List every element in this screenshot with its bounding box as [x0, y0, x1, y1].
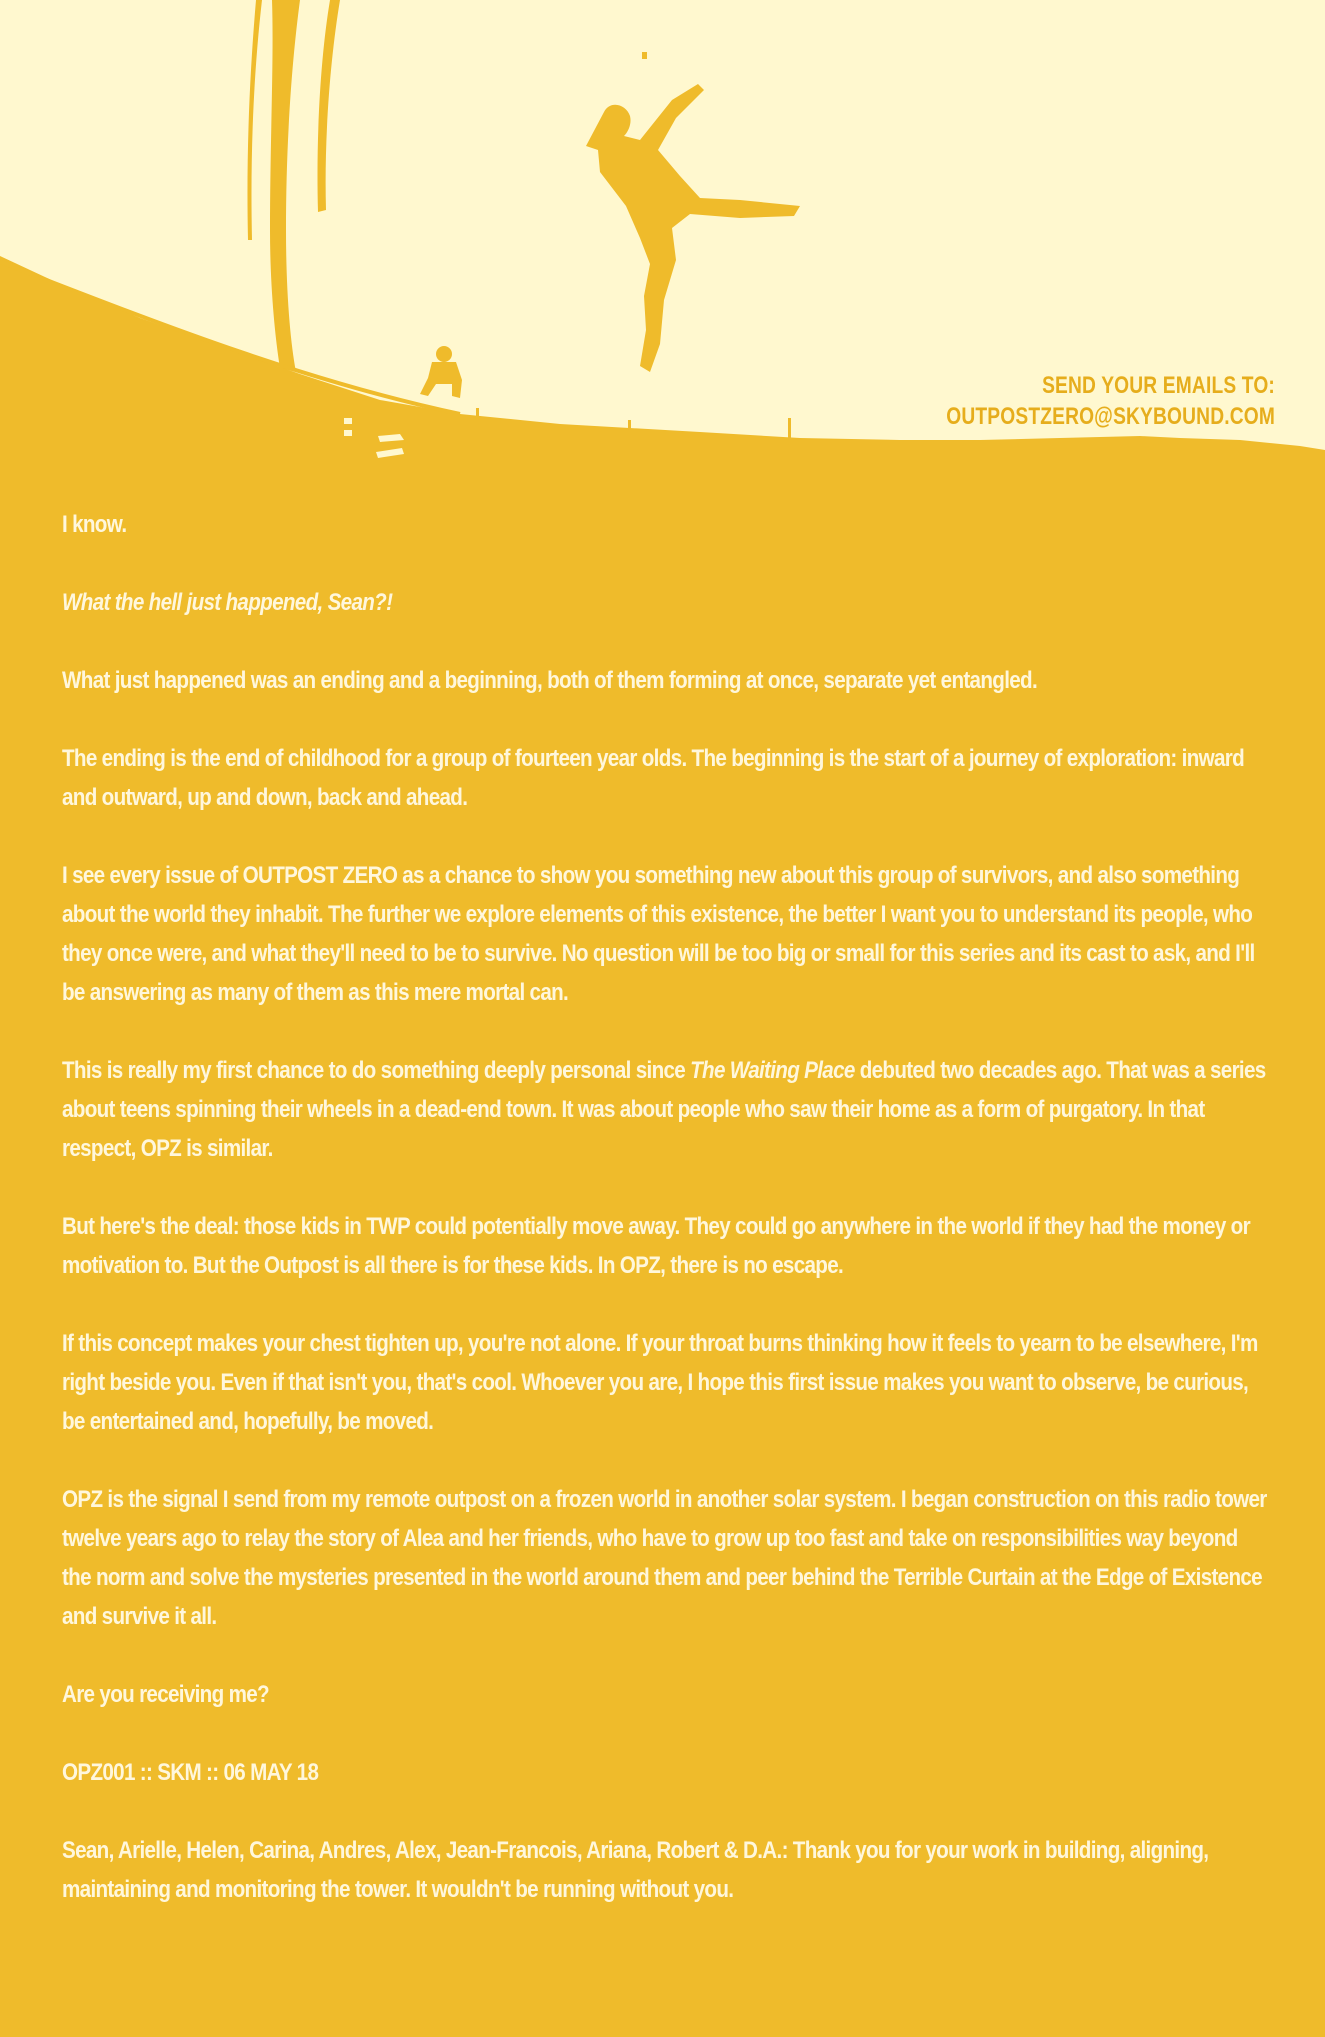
- paragraph-8: If this concept makes your chest tighten up, you're not alone. If your throat burns thinking how it feels to yearn to be elsewhere, I'm right beside you. Even if that isn't you, that's cool. Whoever you are, I hope this first issue makes you want to observe, be curious, be entertained and, hopefully, be moved.: [62, 1330, 1258, 1435]
- paragraph-6-start: This is really my first chance to do something deeply personal since: [62, 1057, 691, 1084]
- acknowledgements: Sean, Arielle, Helen, Carina, Andres, Alex, Jean-Francois, Ariana, Robert & D.A.: Thank you for your work in building, aligning, maintaining and monitoring the tower. It wouldn't be running without you.: [62, 1837, 1209, 1903]
- ground-marks: [344, 418, 404, 458]
- paragraph-6: [62, 1051, 1269, 1168]
- paragraph-1: I know.: [62, 511, 127, 538]
- paragraph-3: What just happened was an ending and a beginning, both of them forming at once, separate yet entangled.: [62, 667, 1037, 694]
- email-heading: SEND YOUR EMAILS TO:: [1042, 372, 1275, 399]
- letter-body: [62, 505, 1272, 1909]
- paragraph-9: OPZ is the signal I send from my remote outpost on a frozen world in another solar system. I began construction on this radio tower twelve years ago to relay the story of Alea and her friends, who have to grow up too fast and take on responsibilities way beyond the norm and solve the mysteries presented in the world around them and peer behind the Terrible Curtain at the Edge of Existence and survive it all.: [62, 1486, 1267, 1630]
- signoff-code: OPZ001 :: SKM :: 06 MAY 18: [62, 1759, 319, 1786]
- paragraph-4: The ending is the end of childhood for a group of fourteen year olds. The beginning is the start of a journey of exploration: inward and outward, up and down, back and ahead.: [62, 745, 1245, 811]
- paragraph-2: What the hell just happened, Sean?!: [62, 589, 393, 616]
- email-callout: [715, 370, 1275, 432]
- paragraph-5: I see every issue of OUTPOST ZERO as a chance to show you something new about this group of survivors, and also something about the world they inhabit. The further we explore elements of this existence, the better I want you to understand its people, who they once were, and what they'll need to be to survive. No question will be too big or small for this series and its cast to ask, and I'll be answering as many of them as this mere mortal can.: [62, 862, 1255, 1006]
- paragraph-7: But here's the deal: those kids in TWP could potentially move away. They could go anywhere in the world if they had the money or motivation to. But the Outpost is all there is for these kids. In OPZ, there is no escape.: [62, 1213, 1250, 1279]
- series-title: The Waiting Place: [690, 1057, 855, 1084]
- paragraph-6-end: debuted two decades ago. That was a series about teens spinning their wheels in a dead-end town. It was about people who saw their home as a form of purgatory. In that respect, OPZ is similar.: [62, 1057, 1266, 1162]
- email-address[interactable]: OUTPOSTZERO@SKYBOUND.COM: [946, 403, 1275, 430]
- paragraph-10: Are you receiving me?: [62, 1681, 269, 1708]
